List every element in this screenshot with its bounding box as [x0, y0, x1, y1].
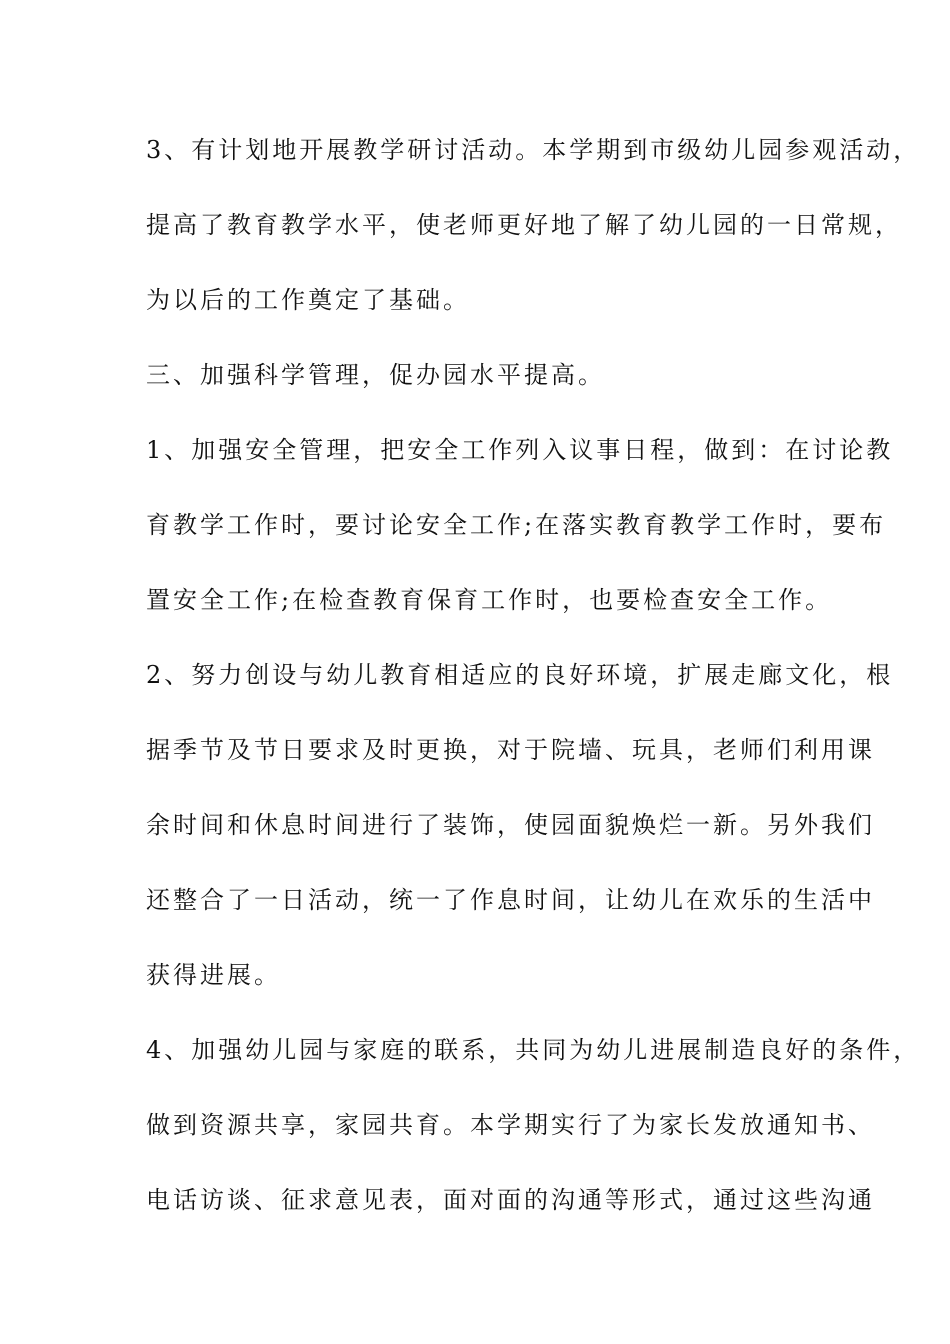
paragraph-line: 为以后的工作奠定了基础。 — [146, 286, 470, 314]
paragraph-line: 置安全工作;在检查教育保育工作时，也要检查安全工作。 — [146, 586, 833, 614]
paragraph-line: 余时间和休息时间进行了装饰，使园面貌焕烂一新。另外我们 — [146, 811, 875, 839]
paragraph-line: 4、加强幼儿园与家庭的联系，共同为幼儿进展制造良好的条件， — [146, 1036, 921, 1064]
paragraph-line: 1、加强安全管理，把安全工作列入议事日程，做到：在讨论教 — [146, 436, 894, 464]
paragraph-line: 做到资源共享，家园共育。本学期实行了为家长发放通知书、 — [146, 1111, 875, 1139]
paragraph-line: 提高了教育教学水平，使老师更好地了解了幼儿园的一日常规， — [146, 211, 902, 239]
paragraph-line: 电话访谈、征求意见表，面对面的沟通等形式，通过这些沟通 — [146, 1186, 875, 1214]
paragraph-line: 据季节及节日要求及时更换，对于院墙、玩具，老师们利用课 — [146, 736, 875, 764]
section-heading: 三、加强科学管理，促办园水平提高。 — [146, 361, 605, 389]
paragraph-line: 育教学工作时，要讨论安全工作;在落实教育教学工作时，要布 — [146, 511, 887, 539]
paragraph-line: 3、有计划地开展教学研讨活动。本学期到市级幼儿园参观活动， — [146, 136, 921, 164]
paragraph-line: 2、努力创设与幼儿教育相适应的良好环境，扩展走廊文化，根 — [146, 661, 894, 689]
paragraph-line: 还整合了一日活动，统一了作息时间，让幼儿在欢乐的生活中 — [146, 886, 875, 914]
paragraph-line: 获得进展。 — [146, 961, 281, 989]
